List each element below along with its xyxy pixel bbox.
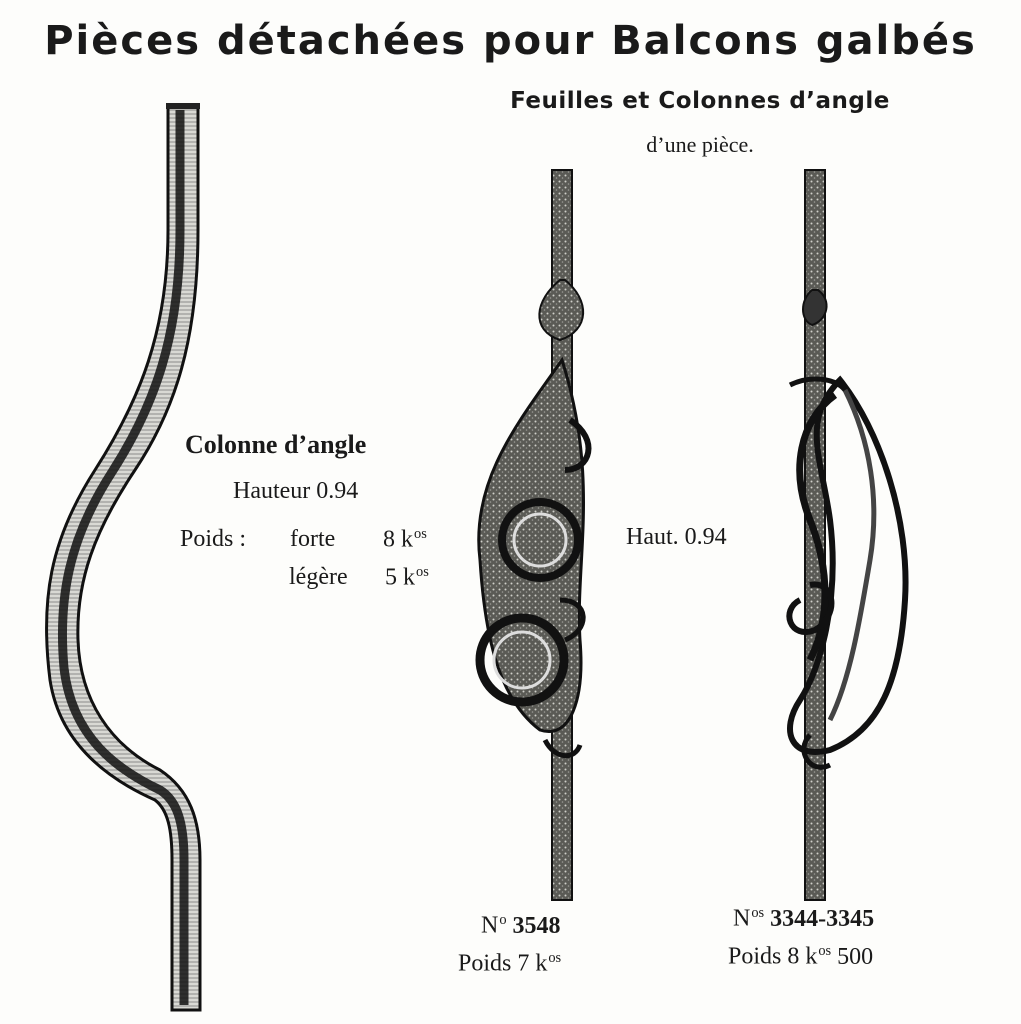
no-label: N xyxy=(733,905,751,932)
weight-label: Poids : xyxy=(180,526,247,552)
baluster-3548-illustration xyxy=(479,170,589,900)
item-weight-unit: os xyxy=(548,950,562,966)
no-sup: o xyxy=(499,912,507,928)
weight-light-label: légère xyxy=(289,564,348,590)
column-height: Hauteur 0.94 xyxy=(233,478,359,504)
weight-strong-label: forte xyxy=(290,526,336,552)
item-number: 3344-3345 xyxy=(770,905,875,932)
section-subtitle: Feuilles et Colonnes d’angle xyxy=(510,88,890,114)
item-weight-tail: 500 xyxy=(837,943,874,970)
item-weight-unit: os xyxy=(818,943,832,959)
corner-column-illustration xyxy=(46,103,200,1010)
weight-light-unit: os xyxy=(416,564,429,580)
item-weight-3548 xyxy=(458,950,561,978)
item-number-3344 xyxy=(733,905,874,933)
weight-strong-number: 8 k xyxy=(383,526,413,553)
weight-strong-value xyxy=(383,526,427,554)
item-weight-3344 xyxy=(728,943,873,971)
no-sup: os xyxy=(751,905,765,921)
item-weight-text: Poids 8 k xyxy=(728,943,818,970)
weight-strong-unit: os xyxy=(414,526,427,542)
weight-light-value xyxy=(385,564,429,592)
item-number: 3548 xyxy=(512,912,561,939)
no-label: N xyxy=(481,912,499,939)
section-subtitle-2: d’une pièce. xyxy=(646,132,754,157)
page-title: Pièces détachées pour Balcons galbés xyxy=(44,18,977,64)
column-title: Colonne d’angle xyxy=(185,430,367,459)
leaf-height: Haut. 0.94 xyxy=(626,524,727,550)
item-number-3548 xyxy=(481,912,561,940)
baluster-3344-illustration xyxy=(789,170,905,900)
item-weight-text: Poids 7 k xyxy=(458,950,548,977)
weight-light-number: 5 k xyxy=(385,564,415,591)
